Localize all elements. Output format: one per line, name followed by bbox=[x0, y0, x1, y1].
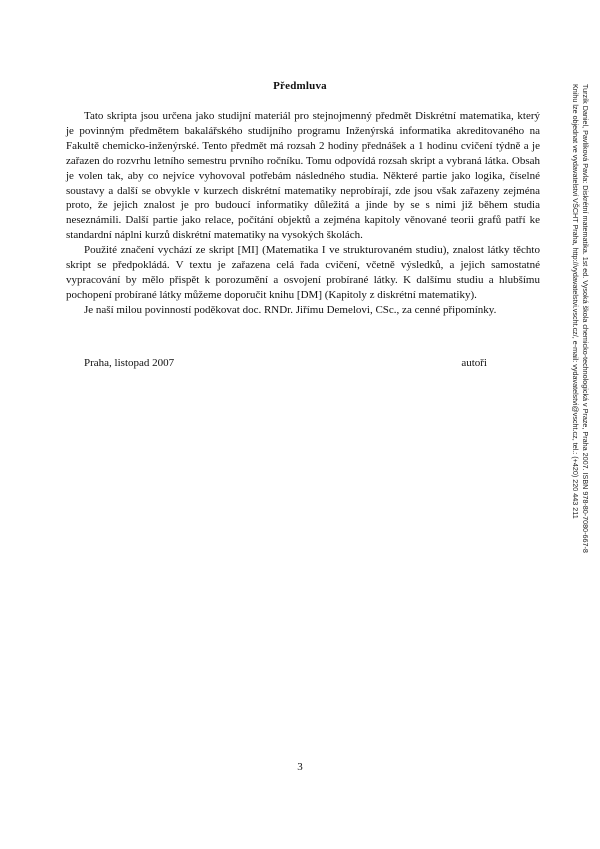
body-text bbox=[66, 109, 540, 318]
side-note-publisher-info bbox=[570, 84, 590, 553]
paragraph-acknowledgement: Je naší milou povinností poděkovat doc. RNDr. Jiřímu Demelovi, CSc., za cenné připomínky. bbox=[84, 303, 497, 316]
page-title: Předmluva bbox=[273, 80, 327, 92]
signature-place-date: Praha, listopad 2007 bbox=[84, 357, 175, 369]
side-note-ordering-info: Knihu lze objednat ve vydavatelství VŠCHT Praha, http://vydavatelstvi.vscht.cz/, e-mail: vydavatelstvi@vscht.cz, tel.: (+420) 220 443 211 bbox=[571, 84, 580, 519]
paragraph-intro: Tato skripta jsou určena jako studijní materiál pro stejnojmenný předmět Diskrétní matematika, který je povinným předmětem bakalářského studijního programu Inženýrská informatika akreditovaného na Fakultě chemicko-inženýrské. Tento předmět má rozsah 2 hodiny přednášek a 1 hodinu cvičení týdně a je zařazen do rozvrhu letního semestru prvního ročníku. Tomu odpovídá rozsah skript a vybraná látka. Obsah je volen tak, aby co nejvíce vyhovoval potřebám následného studia. Některé partie jako logika, číselné soustavy a další se obvykle v kurzech diskrétní matematiky neprobírají, zde jsou však zařazeny zejména proto, že jejich znalost je pro budoucí informatiky důležitá a jinde by se s nimi již během studia neseznámili. Další partie jako relace, počítání objektů a zejména kapitoly věnované teorii grafů patří ke standardní náplni kurzů diskrétní matematiky na vysokých školách. bbox=[66, 110, 540, 242]
signature-row bbox=[84, 357, 487, 369]
side-note-citation: Turzík Daniel, Pavlíková Pavla: Diskrétní matematika. 1st ed. Vysoká škola chemicko-technologická v Praze, Praha 2007. ISBN 978-80-7080-667-8 bbox=[581, 84, 590, 553]
signature-authors: autoři bbox=[461, 357, 487, 369]
paragraph-notation: Použité značení vychází ze skript [MI] (Matematika I ve strukturovaném studiu), znalost látky těchto skript se předpokládá. V textu je zařazena celá řada cvičení, včetně výsledků, a jejich samostatné vypracování by mělo přispět k porozumění a osvojení probírané látky. K dalšímu studiu a hlubšímu pochopení probírané látky můžeme doporučit knihu [DM] (Kapitoly z diskrétní matematiky). bbox=[66, 244, 540, 301]
page-number: 3 bbox=[297, 761, 303, 773]
